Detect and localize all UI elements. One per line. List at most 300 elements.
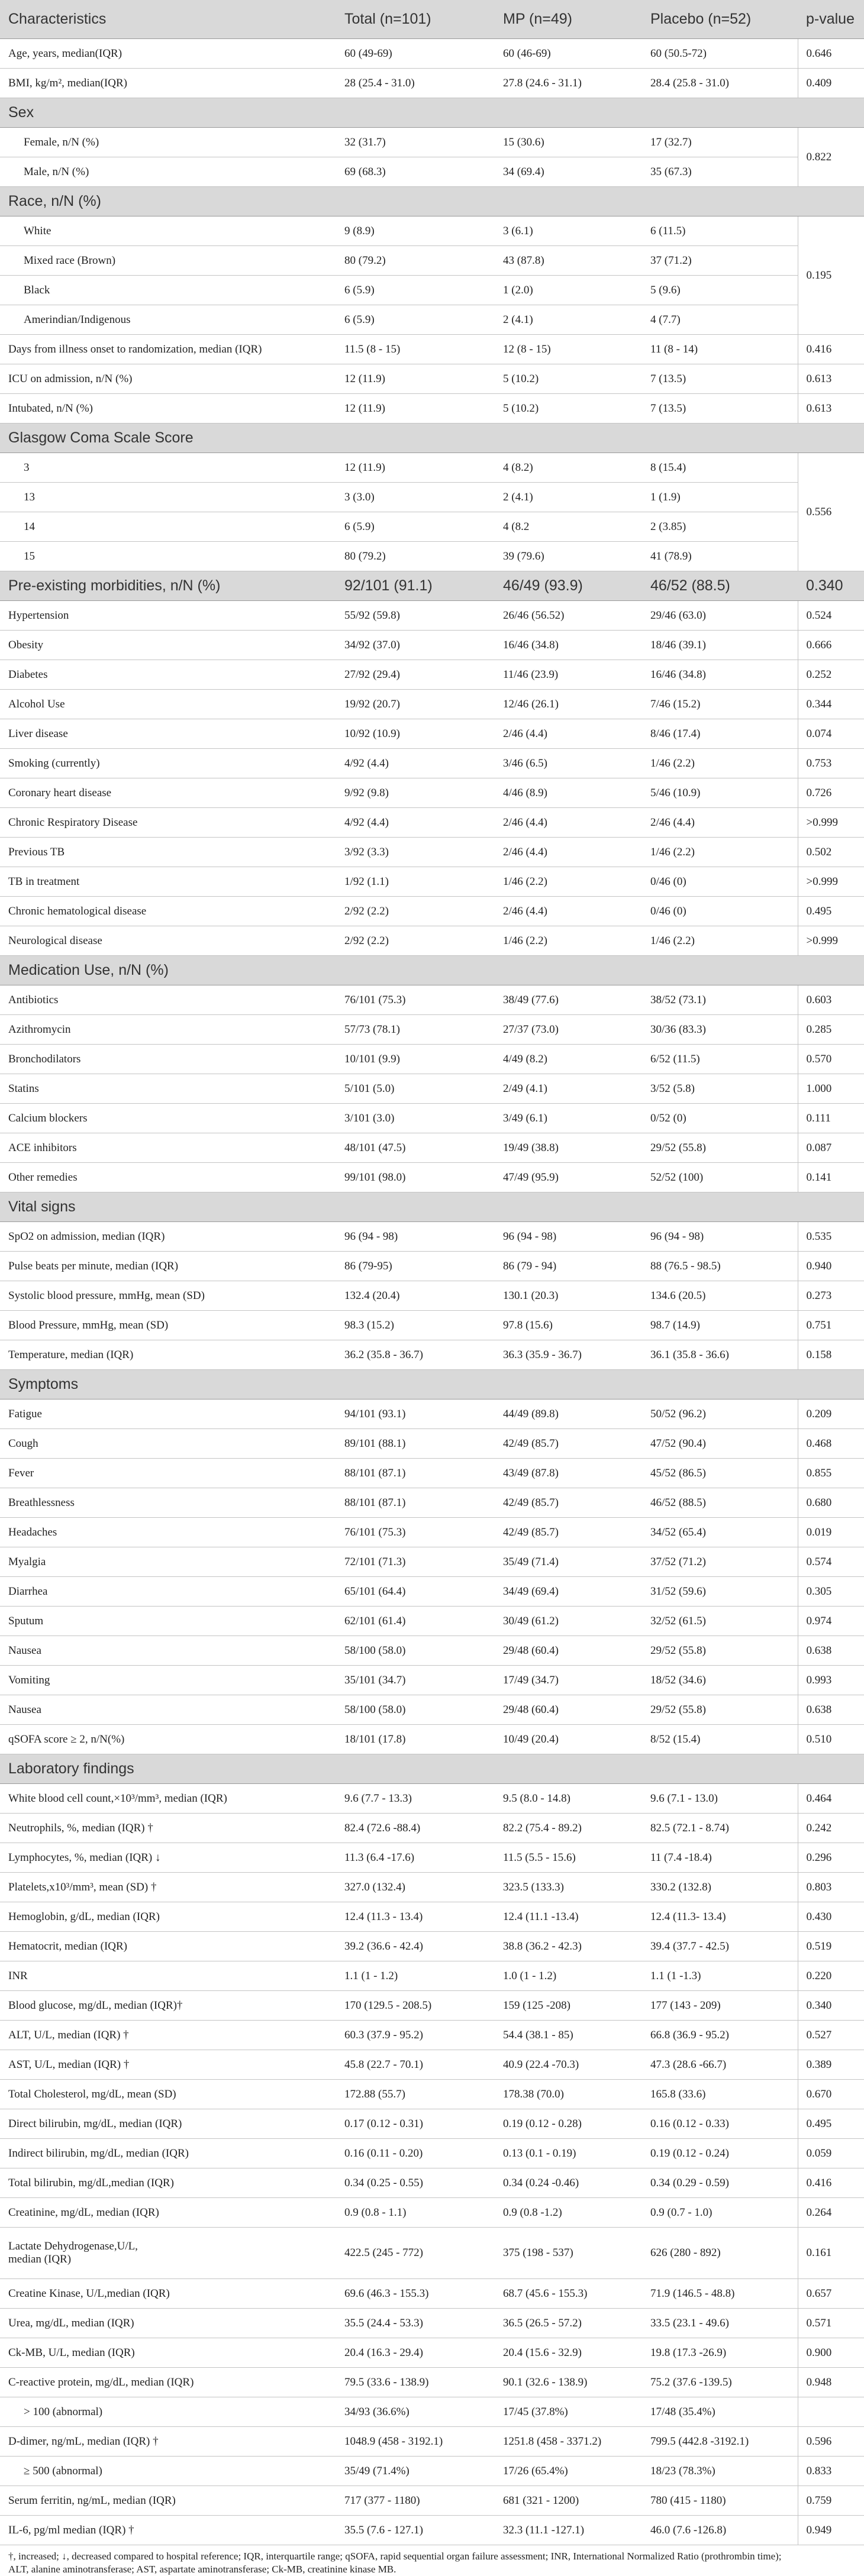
section-total (336, 98, 495, 128)
section-mp (495, 98, 642, 128)
cell-mp: 3/49 (6.1) (495, 1104, 642, 1133)
cell-p-value: 0.409 (798, 69, 864, 98)
header-p-value: p-value (798, 0, 864, 39)
cell-p-value: 0.574 (798, 1547, 864, 1577)
section-total (336, 1754, 495, 1784)
cell-placebo: 30/36 (83.3) (642, 1015, 798, 1045)
section-label: Medication Use, n/N (%) (0, 956, 336, 985)
cell-placebo: 626 (280 - 892) (642, 2228, 798, 2279)
cell-p-value: 0.430 (798, 1902, 864, 1932)
table-row (0, 2050, 864, 2080)
row-label: INR (0, 1961, 336, 1991)
cell-total: 28 (25.4 - 31.0) (336, 69, 495, 98)
cell-placebo: 47.3 (28.6 -66.7) (642, 2050, 798, 2080)
cell-p-value: 0.666 (798, 631, 864, 660)
cell-placebo: 98.7 (14.9) (642, 1311, 798, 1340)
cell-total: 9 (8.9) (336, 216, 495, 246)
row-label: Bronchodilators (0, 1045, 336, 1074)
cell-total: 19/92 (20.7) (336, 690, 495, 719)
cell-total: 48/101 (47.5) (336, 1133, 495, 1163)
cell-mp: 90.1 (32.6 - 138.9) (495, 2368, 642, 2397)
table-row (0, 128, 864, 157)
cell-p-value: 0.502 (798, 838, 864, 867)
row-label: BMI, kg/m², median(IQR) (0, 69, 336, 98)
cell-total: 89/101 (88.1) (336, 1429, 495, 1459)
table-row (0, 985, 864, 1015)
cell-p-value: 0.949 (798, 2516, 864, 2545)
table-row (0, 2397, 864, 2427)
table-row (0, 2279, 864, 2309)
row-label: Myalgia (0, 1547, 336, 1577)
cell-mp: 15 (30.6) (495, 128, 642, 157)
table-row (0, 1784, 864, 1814)
cell-mp: 681 (321 - 1200) (495, 2486, 642, 2516)
cell-p-value: 0.603 (798, 985, 864, 1015)
table-row (0, 2457, 864, 2486)
cell-mp: 42/49 (85.7) (495, 1518, 642, 1547)
row-label: qSOFA score ≥ 2, n/N(%) (0, 1725, 336, 1754)
cell-mp: 11.5 (5.5 - 15.6) (495, 1843, 642, 1873)
cell-total: 2/92 (2.2) (336, 897, 495, 926)
cell-total: 62/101 (61.4) (336, 1607, 495, 1636)
table-row (0, 1991, 864, 2021)
row-label: Nausea (0, 1695, 336, 1725)
section-placebo: 46/52 (88.5) (642, 571, 798, 601)
section-placebo (642, 1754, 798, 1784)
table-row (0, 2309, 864, 2338)
cell-p-value: 0.111 (798, 1104, 864, 1133)
cell-placebo: 29/52 (55.8) (642, 1695, 798, 1725)
cell-total: 57/73 (78.1) (336, 1015, 495, 1045)
cell-placebo: 52/52 (100) (642, 1163, 798, 1192)
table-row (0, 394, 864, 424)
cell-p-value: 0.638 (798, 1636, 864, 1666)
table-row (0, 1104, 864, 1133)
row-label: Hemoglobin, g/dL, median (IQR) (0, 1902, 336, 1932)
cell-placebo: 4 (7.7) (642, 305, 798, 335)
cell-placebo: 1/46 (2.2) (642, 926, 798, 956)
cell-mp: 2/46 (4.4) (495, 808, 642, 838)
section-total (336, 424, 495, 453)
cell-placebo: 29/46 (63.0) (642, 601, 798, 631)
cell-mp: 159 (125 -208) (495, 1991, 642, 2021)
table-row (0, 1902, 864, 1932)
cell-mp: 17/26 (65.4%) (495, 2457, 642, 2486)
table-row (0, 216, 864, 246)
cell-total: 1/92 (1.1) (336, 867, 495, 897)
row-label: Amerindian/Indigenous (0, 305, 336, 335)
cell-total: 72/101 (71.3) (336, 1547, 495, 1577)
row-label: Total Cholesterol, mg/dL, mean (SD) (0, 2080, 336, 2109)
row-label: Nausea (0, 1636, 336, 1666)
header-total: Total (n=101) (336, 0, 495, 39)
cell-total: 327.0 (132.4) (336, 1873, 495, 1902)
section-label: Symptoms (0, 1370, 336, 1399)
cell-mp: 40.9 (22.4 -70.3) (495, 2050, 642, 2080)
cell-mp: 16/46 (34.8) (495, 631, 642, 660)
row-label: Vomiting (0, 1666, 336, 1695)
cell-total: 4/92 (4.4) (336, 808, 495, 838)
cell-placebo: 36.1 (35.8 - 36.6) (642, 1340, 798, 1370)
cell-placebo: 34/52 (65.4) (642, 1518, 798, 1547)
cell-p-value: 0.527 (798, 2021, 864, 2050)
cell-placebo: 29/52 (55.8) (642, 1636, 798, 1666)
section-mp (495, 1754, 642, 1784)
cell-mp: 27/37 (73.0) (495, 1015, 642, 1045)
row-label: Pulse beats per minute, median (IQR) (0, 1252, 336, 1281)
cell-mp: 4/49 (8.2) (495, 1045, 642, 1074)
section-p-value (798, 98, 864, 128)
table-row (0, 926, 864, 956)
table-row (0, 542, 864, 571)
cell-mp: 60 (46-69) (495, 39, 642, 69)
cell-p-value: 0.535 (798, 1222, 864, 1252)
cell-placebo: 82.5 (72.1 - 8.74) (642, 1814, 798, 1843)
cell-placebo: 330.2 (132.8) (642, 1873, 798, 1902)
table-row (0, 1459, 864, 1488)
row-label: Female, n/N (%) (0, 128, 336, 157)
cell-total: 12 (11.9) (336, 394, 495, 424)
table-row (0, 157, 864, 187)
cell-mp: 19/49 (38.8) (495, 1133, 642, 1163)
cell-placebo: 60 (50.5-72) (642, 39, 798, 69)
cell-placebo: 45/52 (86.5) (642, 1459, 798, 1488)
cell-total: 18/101 (17.8) (336, 1725, 495, 1754)
section-header-row (0, 424, 864, 453)
cell-total: 172.88 (55.7) (336, 2080, 495, 2109)
cell-mp: 68.7 (45.6 - 155.3) (495, 2279, 642, 2309)
cell-p-value: 0.940 (798, 1252, 864, 1281)
cell-total: 2/92 (2.2) (336, 926, 495, 956)
cell-placebo: 11 (7.4 -18.4) (642, 1843, 798, 1873)
cell-p-value: 0.340 (798, 1991, 864, 2021)
table-row (0, 39, 864, 69)
cell-p-value: 0.613 (798, 394, 864, 424)
cell-placebo: 18/23 (78.3%) (642, 2457, 798, 2486)
cell-mp: 97.8 (15.6) (495, 1311, 642, 1340)
cell-total: 88/101 (87.1) (336, 1488, 495, 1518)
section-mp (495, 1370, 642, 1399)
cell-p-value: 0.195 (798, 216, 864, 335)
row-label: Hypertension (0, 601, 336, 631)
cell-mp: 12/46 (26.1) (495, 690, 642, 719)
cell-mp: 375 (198 - 537) (495, 2228, 642, 2279)
row-label: Indirect bilirubin, mg/dL, median (IQR) (0, 2139, 336, 2168)
cell-total: 86 (79-95) (336, 1252, 495, 1281)
cell-mp: 26/46 (56.52) (495, 601, 642, 631)
cell-total: 69.6 (46.3 - 155.3) (336, 2279, 495, 2309)
cell-p-value: 0.209 (798, 1399, 864, 1429)
cell-p-value: 0.993 (798, 1666, 864, 1695)
table-row (0, 1666, 864, 1695)
cell-placebo: 1/46 (2.2) (642, 838, 798, 867)
cell-mp: 12 (8 - 15) (495, 335, 642, 364)
section-label: Vital signs (0, 1192, 336, 1222)
section-total (336, 187, 495, 216)
cell-total: 422.5 (245 - 772) (336, 2228, 495, 2279)
cell-p-value: >0.999 (798, 808, 864, 838)
cell-placebo: 50/52 (96.2) (642, 1399, 798, 1429)
row-label: Creatinine, mg/dL, median (IQR) (0, 2198, 336, 2228)
table-row (0, 364, 864, 394)
section-placebo (642, 187, 798, 216)
cell-placebo: 71.9 (146.5 - 48.8) (642, 2279, 798, 2309)
row-label: ALT, U/L, median (IQR) † (0, 2021, 336, 2050)
cell-total: 12 (11.9) (336, 453, 495, 483)
section-p-value: 0.340 (798, 571, 864, 601)
cell-p-value: 0.759 (798, 2486, 864, 2516)
cell-mp: 323.5 (133.3) (495, 1873, 642, 1902)
section-placebo (642, 1192, 798, 1222)
row-label: Other remedies (0, 1163, 336, 1192)
cell-placebo: 134.6 (20.5) (642, 1281, 798, 1311)
cell-mp: 42/49 (85.7) (495, 1488, 642, 1518)
section-mp: 46/49 (93.9) (495, 571, 642, 601)
table-row (0, 690, 864, 719)
cell-mp: 2 (4.1) (495, 305, 642, 335)
table-row (0, 660, 864, 690)
section-mp (495, 1192, 642, 1222)
table-row (0, 69, 864, 98)
table-row (0, 1222, 864, 1252)
row-label: Alcohol Use (0, 690, 336, 719)
cell-p-value: 0.519 (798, 1932, 864, 1961)
header-characteristics: Characteristics (0, 0, 336, 39)
cell-p-value: 0.285 (798, 1015, 864, 1045)
cell-p-value: 0.464 (798, 1784, 864, 1814)
section-label: Sex (0, 98, 336, 128)
cell-total: 170 (129.5 - 208.5) (336, 1991, 495, 2021)
cell-mp: 32.3 (11.1 -127.1) (495, 2516, 642, 2545)
cell-mp: 178.38 (70.0) (495, 2080, 642, 2109)
cell-total: 3/101 (3.0) (336, 1104, 495, 1133)
table-row (0, 601, 864, 631)
cell-mp: 1/46 (2.2) (495, 867, 642, 897)
cell-placebo: 165.8 (33.6) (642, 2080, 798, 2109)
cell-placebo: 47/52 (90.4) (642, 1429, 798, 1459)
cell-p-value: 0.613 (798, 364, 864, 394)
row-label: Calcium blockers (0, 1104, 336, 1133)
row-label: Temperature, median (IQR) (0, 1340, 336, 1370)
section-placebo (642, 1370, 798, 1399)
cell-mp: 4 (8.2 (495, 512, 642, 542)
cell-mp: 2/46 (4.4) (495, 897, 642, 926)
table-row (0, 2486, 864, 2516)
cell-placebo: 1/46 (2.2) (642, 749, 798, 778)
cell-mp: 5 (10.2) (495, 364, 642, 394)
cell-placebo: 1.1 (1 -1.3) (642, 1961, 798, 1991)
cell-mp: 38.8 (36.2 - 42.3) (495, 1932, 642, 1961)
row-label: Direct bilirubin, mg/dL, median (IQR) (0, 2109, 336, 2139)
cell-total: 99/101 (98.0) (336, 1163, 495, 1192)
cell-p-value: 0.495 (798, 2109, 864, 2139)
cell-total: 12 (11.9) (336, 364, 495, 394)
row-label: ACE inhibitors (0, 1133, 336, 1163)
table-row (0, 1311, 864, 1340)
table-row (0, 2198, 864, 2228)
footnote-line-1: †, increased; ↓, decreased compared to hospital reference; IQR, interquartile range; qSOFA, rapid sequential organ failure assessment; INR, International Normalized Ratio (prothrombin time); (8, 2551, 782, 2562)
cell-placebo: 17 (32.7) (642, 128, 798, 157)
cell-total: 35.5 (24.4 - 53.3) (336, 2309, 495, 2338)
cell-total: 58/100 (58.0) (336, 1636, 495, 1666)
cell-total: 6 (5.9) (336, 512, 495, 542)
cell-p-value: 0.596 (798, 2427, 864, 2457)
cell-mp: 34 (69.4) (495, 157, 642, 187)
table-row (0, 483, 864, 512)
cell-total: 35/49 (71.4%) (336, 2457, 495, 2486)
cell-p-value: 0.161 (798, 2228, 864, 2279)
section-p-value (798, 1370, 864, 1399)
cell-placebo: 8/52 (15.4) (642, 1725, 798, 1754)
row-label: Urea, mg/dL, median (IQR) (0, 2309, 336, 2338)
table-row (0, 1932, 864, 1961)
cell-p-value: 0.087 (798, 1133, 864, 1163)
section-p-value (798, 187, 864, 216)
section-header-row (0, 956, 864, 985)
cell-placebo: 41 (78.9) (642, 542, 798, 571)
table-body (0, 39, 864, 2545)
cell-mp: 4/46 (8.9) (495, 778, 642, 808)
table-row (0, 276, 864, 305)
cell-placebo: 38/52 (73.1) (642, 985, 798, 1015)
cell-mp: 17/45 (37.8%) (495, 2397, 642, 2427)
cell-total: 1048.9 (458 - 3192.1) (336, 2427, 495, 2457)
row-label: Total bilirubin, mg/dL,median (IQR) (0, 2168, 336, 2198)
cell-placebo: 35 (67.3) (642, 157, 798, 187)
cell-p-value: 0.059 (798, 2139, 864, 2168)
table-row (0, 1725, 864, 1754)
table-row (0, 719, 864, 749)
cell-p-value: 1.000 (798, 1074, 864, 1104)
section-label: Pre-existing morbidities, n/N (%) (0, 571, 336, 601)
section-placebo (642, 98, 798, 128)
row-label: Serum ferritin, ng/mL, median (IQR) (0, 2486, 336, 2516)
cell-placebo: 33.5 (23.1 - 49.6) (642, 2309, 798, 2338)
section-mp (495, 956, 642, 985)
cell-placebo: 0.9 (0.7 - 1.0) (642, 2198, 798, 2228)
cell-mp: 0.13 (0.1 - 0.19) (495, 2139, 642, 2168)
table-row (0, 512, 864, 542)
cell-placebo: 17/48 (35.4%) (642, 2397, 798, 2427)
cell-placebo: 7 (13.5) (642, 394, 798, 424)
table-row (0, 1547, 864, 1577)
cell-placebo: 75.2 (37.6 -139.5) (642, 2368, 798, 2397)
row-label: 14 (0, 512, 336, 542)
section-header-row (0, 1192, 864, 1222)
cell-total: 11.3 (6.4 -17.6) (336, 1843, 495, 1873)
cell-p-value: 0.751 (798, 1311, 864, 1340)
cell-mp: 34/49 (69.4) (495, 1577, 642, 1607)
cell-p-value: 0.416 (798, 335, 864, 364)
row-label: C-reactive protein, mg/dL, median (IQR) (0, 2368, 336, 2397)
cell-mp: 47/49 (95.9) (495, 1163, 642, 1192)
cell-placebo: 799.5 (442.8 -3192.1) (642, 2427, 798, 2457)
cell-mp: 39 (79.6) (495, 542, 642, 571)
cell-total: 20.4 (16.3 - 29.4) (336, 2338, 495, 2368)
row-label: Intubated, n/N (%) (0, 394, 336, 424)
cell-total: 80 (79.2) (336, 542, 495, 571)
cell-mp: 17/49 (34.7) (495, 1666, 642, 1695)
cell-mp: 36.3 (35.9 - 36.7) (495, 1340, 642, 1370)
cell-mp: 3/46 (6.5) (495, 749, 642, 778)
row-label: ICU on admission, n/N (%) (0, 364, 336, 394)
cell-mp: 4 (8.2) (495, 453, 642, 483)
cell-placebo: 8/46 (17.4) (642, 719, 798, 749)
cell-mp: 82.2 (75.4 - 89.2) (495, 1814, 642, 1843)
table-row (0, 2338, 864, 2368)
section-label: Glasgow Coma Scale Score (0, 424, 336, 453)
table-row (0, 1281, 864, 1311)
section-header-row (0, 1754, 864, 1784)
cell-mp: 2/46 (4.4) (495, 719, 642, 749)
cell-mp: 20.4 (15.6 - 32.9) (495, 2338, 642, 2368)
section-mp (495, 424, 642, 453)
cell-placebo: 0/46 (0) (642, 897, 798, 926)
cell-mp: 54.4 (38.1 - 85) (495, 2021, 642, 2050)
cell-placebo: 0/46 (0) (642, 867, 798, 897)
table-row (0, 1133, 864, 1163)
cell-total: 69 (68.3) (336, 157, 495, 187)
table-row (0, 1518, 864, 1547)
cell-placebo: 37 (71.2) (642, 246, 798, 276)
table-row (0, 1015, 864, 1045)
cell-p-value: 0.264 (798, 2198, 864, 2228)
row-label: Neurological disease (0, 926, 336, 956)
row-label: Sputum (0, 1607, 336, 1636)
cell-p-value: 0.344 (798, 690, 864, 719)
table-row (0, 1577, 864, 1607)
row-label: Chronic Respiratory Disease (0, 808, 336, 838)
table-row (0, 246, 864, 276)
cell-mp: 0.19 (0.12 - 0.28) (495, 2109, 642, 2139)
cell-p-value: 0.273 (798, 1281, 864, 1311)
cell-placebo: 2/46 (4.4) (642, 808, 798, 838)
cell-p-value: 0.468 (798, 1429, 864, 1459)
table-row (0, 2368, 864, 2397)
row-label: Systolic blood pressure, mmHg, mean (SD) (0, 1281, 336, 1311)
cell-total: 45.8 (22.7 - 70.1) (336, 2050, 495, 2080)
row-label: White (0, 216, 336, 246)
header-mp: MP (n=49) (495, 0, 642, 39)
table-row (0, 867, 864, 897)
row-label: Hematocrit, median (IQR) (0, 1932, 336, 1961)
cell-mp: 1251.8 (458 - 3371.2) (495, 2427, 642, 2457)
row-label: Male, n/N (%) (0, 157, 336, 187)
cell-mp: 10/49 (20.4) (495, 1725, 642, 1754)
section-p-value (798, 956, 864, 985)
row-label: Antibiotics (0, 985, 336, 1015)
cell-total: 58/100 (58.0) (336, 1695, 495, 1725)
table-row (0, 749, 864, 778)
table-row (0, 2516, 864, 2545)
table-row (0, 1252, 864, 1281)
cell-placebo: 28.4 (25.8 - 31.0) (642, 69, 798, 98)
row-label: Lactate Dehydrogenase,U/L, median (IQR) (0, 2228, 336, 2279)
table-row (0, 2021, 864, 2050)
cell-total: 35.5 (7.6 - 127.1) (336, 2516, 495, 2545)
cell-mp: 12.4 (11.1 -13.4) (495, 1902, 642, 1932)
cell-mp: 96 (94 - 98) (495, 1222, 642, 1252)
cell-mp: 130.1 (20.3) (495, 1281, 642, 1311)
cell-total: 36.2 (35.8 - 36.7) (336, 1340, 495, 1370)
row-label: Fever (0, 1459, 336, 1488)
table-row (0, 1488, 864, 1518)
section-label: Laboratory findings (0, 1754, 336, 1784)
section-header-row (0, 187, 864, 216)
section-total (336, 1192, 495, 1222)
cell-total: 3/92 (3.3) (336, 838, 495, 867)
cell-total: 6 (5.9) (336, 276, 495, 305)
